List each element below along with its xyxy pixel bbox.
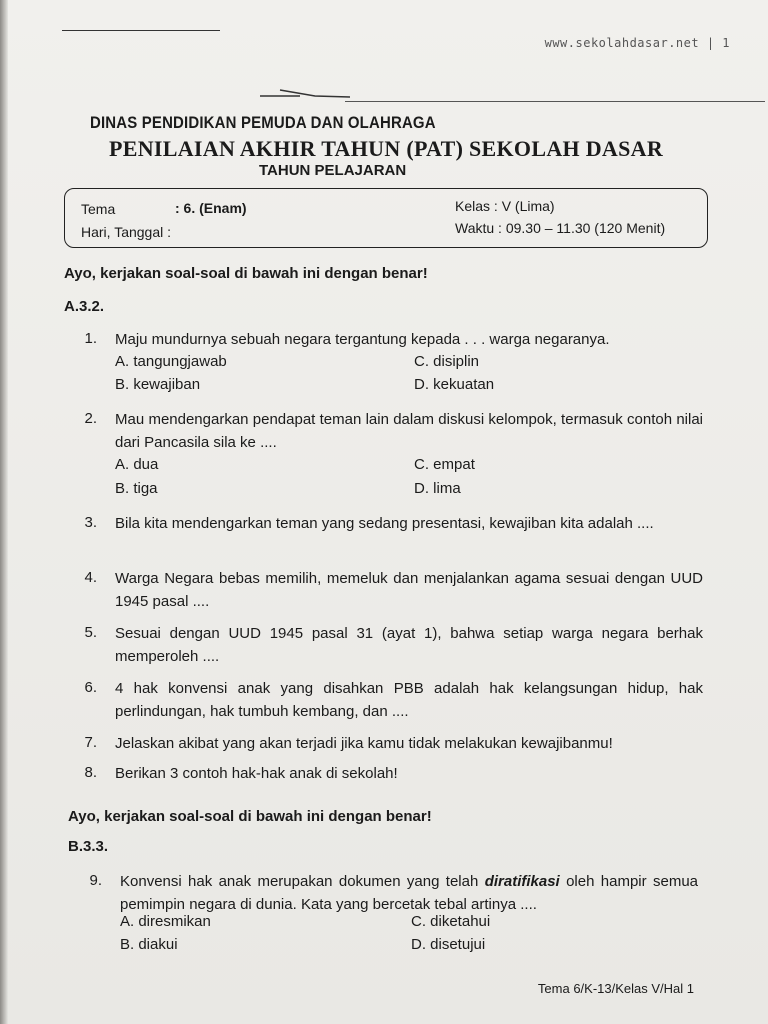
section-b-instruction: Ayo, kerjakan soal-soal di bawah ini dengan benar!	[68, 808, 432, 825]
option-c: C. diketahui	[411, 913, 491, 930]
option-d: D. kekuatan	[414, 376, 495, 393]
option-d: D. lima	[414, 480, 461, 497]
question-text-part: Konvensi hak anak merupakan dokumen yang telah	[120, 873, 485, 890]
scribble-mark-icon	[260, 86, 350, 98]
option-a: A. tangungjawab	[115, 353, 227, 370]
question-number: 1.	[84, 330, 97, 347]
agency-title: DINAS PENDIDIKAN PEMUDA DAN OLAHRAGA	[90, 113, 436, 132]
tema-label: Tema	[81, 201, 116, 217]
waktu-info: Waktu : 09.30 – 11.30 (120 Menit)	[455, 220, 666, 236]
question-text: Sesuai dengan UUD 1945 pasal 31 (ayat 1), bahwa setiap warga negara berhak memperoleh ....	[115, 625, 703, 665]
question-number: 5.	[84, 624, 97, 641]
question-text: Jelaskan akibat yang akan terjadi jika kamu tidak melakukan kewajibanmu!	[115, 735, 613, 752]
academic-year: TAHUN PELAJARAN	[259, 162, 407, 179]
question-number: 6.	[84, 679, 97, 696]
section-a-instruction: Ayo, kerjakan soal-soal di bawah ini dengan benar!	[64, 265, 428, 282]
tema-value: : 6. (Enam)	[175, 200, 247, 216]
option-c: C. empat	[414, 456, 475, 473]
question-text-part: oleh hampir semua pemimpin negara di dunia. Kata yang bercetak tebal artinya ....	[120, 873, 699, 913]
question-number: 8.	[84, 764, 97, 781]
hari-tanggal-label: Hari, Tanggal :	[81, 224, 172, 240]
question-text: Bila kita mendengarkan teman yang sedang presentasi, kewajiban kita adalah ....	[115, 515, 654, 532]
exam-title: PENILAIAN AKHIR TAHUN (PAT) SEKOLAH DASAR	[109, 136, 664, 161]
top-left-rule	[62, 30, 220, 31]
question-number: 2.	[84, 410, 97, 427]
question-text: Warga Negara bebas memilih, memeluk dan menjalankan agama sesuai dengan UUD 1945 pasal ....	[115, 570, 703, 610]
watermark-url: www.sekolahdasar.net | 1	[544, 36, 730, 50]
question-text: Mau mendengarkan pendapat teman lain dalam diskusi kelompok, termasuk contoh nilai dari Pancasila sila ke ....	[115, 411, 703, 451]
question-text: Maju mundurnya sebuah negara tergantung kepada . . . warga negaranya.	[115, 331, 610, 348]
kelas-info: Kelas : V (Lima)	[455, 198, 555, 214]
question-text: 4 hak konvensi anak yang disahkan PBB adalah hak kelangsungan hidup, hak perlindungan, hak tumbuh kembang, dan ....	[115, 680, 703, 720]
section-b-code: B.3.3.	[68, 838, 109, 855]
option-d: D. disetujui	[411, 936, 486, 953]
exam-info-box	[64, 188, 708, 248]
section-a-code: A.3.2.	[64, 298, 105, 315]
question-text	[120, 870, 698, 916]
bold-term: diratifikasi	[484, 873, 560, 890]
page-footer: Tema 6/K-13/Kelas V/Hal 1	[537, 981, 694, 996]
question-text: Berikan 3 contoh hak-hak anak di sekolah!	[115, 765, 398, 782]
option-a: A. diresmikan	[120, 913, 211, 930]
page-edge-shadow	[0, 0, 8, 1024]
option-b: B. tiga	[115, 480, 158, 497]
question-number: 4.	[84, 569, 97, 586]
option-c: C. disiplin	[414, 353, 480, 370]
question-number: 3.	[84, 514, 97, 531]
option-a: A. dua	[115, 456, 159, 473]
option-b: B. kewajiban	[115, 376, 201, 393]
option-b: B. diakui	[120, 936, 178, 953]
header-rule	[345, 101, 765, 102]
question-number: 9.	[89, 872, 102, 889]
question-number: 7.	[84, 734, 97, 751]
